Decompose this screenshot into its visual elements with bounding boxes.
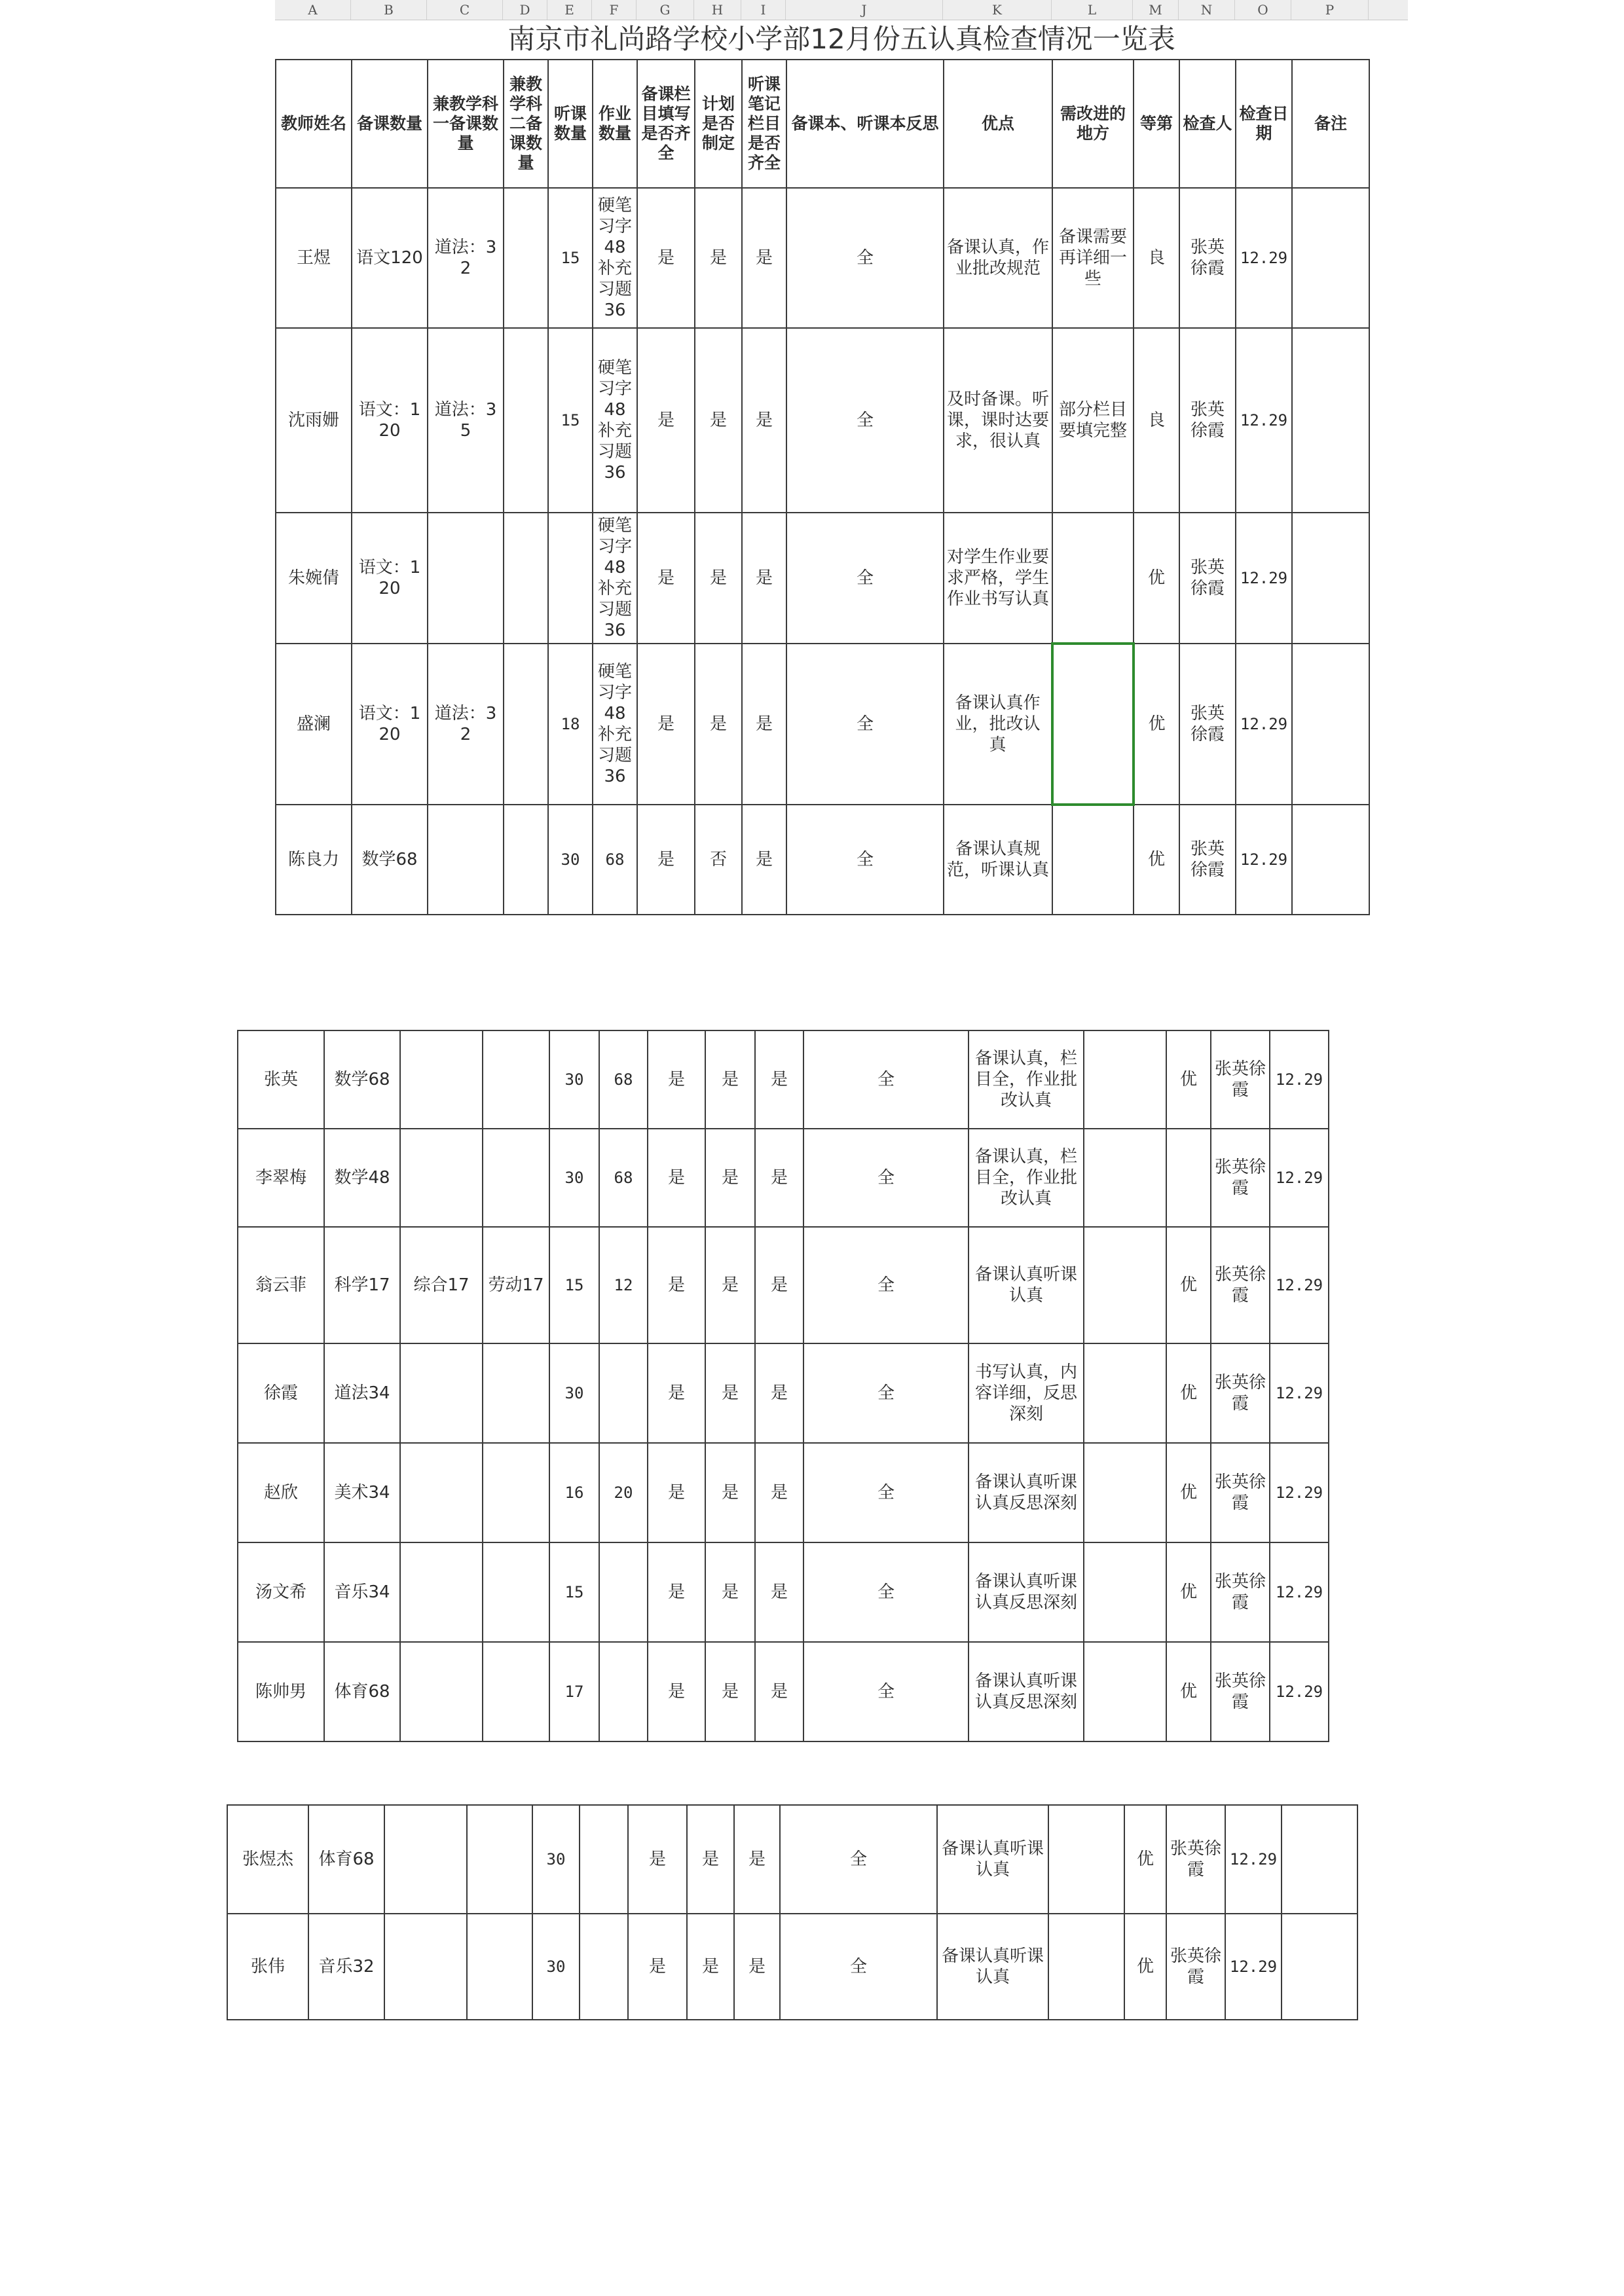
cell-homework-count[interactable]: 12 (599, 1227, 648, 1343)
cell-plan-made[interactable]: 否 (695, 805, 742, 915)
cell-subject2-prep[interactable] (483, 1542, 549, 1642)
cell-inspector[interactable]: 张英徐霞 (1179, 513, 1236, 644)
cell-teacher-name[interactable]: 李翠梅 (238, 1129, 324, 1227)
cell-prep-fields-complete[interactable]: 是 (648, 1129, 705, 1227)
cell-grade[interactable]: 优 (1166, 1542, 1211, 1642)
cell-subject2-prep[interactable] (483, 1443, 549, 1542)
table-row (227, 1805, 1357, 1914)
cell-subject2-prep[interactable] (483, 1129, 549, 1227)
cell-teacher-name[interactable]: 张煜杰 (227, 1805, 308, 1914)
cell-reflection[interactable]: 全 (786, 513, 944, 644)
cell-inspector[interactable]: 张英徐霞 (1211, 1129, 1270, 1227)
header-improvements: 需改进的地方 (1052, 60, 1134, 188)
cell-homework-count[interactable]: 硬笔习字48补充习题36 (593, 513, 637, 644)
column-letter-E[interactable]: E (547, 0, 592, 20)
cell-homework-count[interactable] (580, 1805, 628, 1914)
header-observation-count: 听课数量 (548, 60, 593, 188)
cell-prep-fields-complete[interactable]: 是 (628, 1805, 687, 1914)
header-homework-count: 作业数量 (593, 60, 637, 188)
cell-observation-fields-complete[interactable]: 是 (734, 1805, 780, 1914)
cell-subject2-prep[interactable] (483, 1030, 549, 1129)
cell-subject1-prep[interactable] (400, 1443, 483, 1542)
table-row (238, 1642, 1329, 1741)
table-row (276, 805, 1369, 915)
cell-reflection[interactable]: 全 (803, 1542, 969, 1642)
cell-prep-fields-complete[interactable]: 是 (648, 1443, 705, 1542)
cell-subject2-prep[interactable] (504, 513, 548, 644)
cell-prep-count[interactable]: 科学17 (324, 1227, 400, 1343)
cell-homework-count[interactable]: 68 (593, 805, 637, 915)
cell-subject2-prep[interactable] (504, 644, 548, 805)
cell-teacher-name[interactable]: 朱婉倩 (276, 513, 352, 644)
cell-observation-count[interactable]: 15 (548, 188, 593, 328)
cell-strengths[interactable]: 备课认真听课认真 (937, 1914, 1048, 2020)
inspection-table-page1 (275, 59, 1370, 915)
cell-improvements[interactable] (1048, 1805, 1124, 1914)
cell-subject1-prep[interactable]: 道法：32 (428, 644, 504, 805)
cell-inspector[interactable]: 张英徐霞 (1166, 1914, 1225, 2020)
cell-reflection[interactable]: 全 (803, 1443, 969, 1542)
cell-reflection[interactable]: 全 (803, 1343, 969, 1443)
cell-observation-count[interactable]: 30 (549, 1030, 599, 1129)
cell-teacher-name[interactable]: 王煜 (276, 188, 352, 328)
cell-reflection[interactable]: 全 (780, 1914, 937, 2020)
header-reflection: 备课本、听课本反思 (786, 60, 944, 188)
cell-subject1-prep[interactable] (428, 805, 504, 915)
cell-improvements[interactable] (1084, 1030, 1166, 1129)
cell-teacher-name[interactable]: 徐霞 (238, 1343, 324, 1443)
column-letter-G[interactable]: G (637, 0, 694, 20)
header-teacher-name: 教师姓名 (276, 60, 352, 188)
header-grade: 等第 (1134, 60, 1179, 188)
cell-improvements[interactable] (1084, 1443, 1166, 1542)
cell-subject2-prep[interactable] (504, 188, 548, 328)
column-letter-C[interactable]: C (427, 0, 503, 20)
cell-subject2-prep[interactable] (483, 1343, 549, 1443)
cell-subject1-prep[interactable]: 道法：32 (428, 188, 504, 328)
cell-observation-fields-complete[interactable]: 是 (742, 644, 786, 805)
header-inspection-date: 检查日期 (1236, 60, 1292, 188)
cell-inspection-date[interactable]: 12.29 (1270, 1542, 1329, 1642)
cell-observation-fields-complete[interactable]: 是 (742, 805, 786, 915)
cell-grade[interactable]: 优 (1134, 805, 1179, 915)
cell-prep-fields-complete[interactable]: 是 (637, 644, 695, 805)
cell-improvements[interactable] (1052, 805, 1134, 915)
cell-inspector[interactable]: 张英徐霞 (1211, 1443, 1270, 1542)
cell-inspection-date[interactable]: 12.29 (1270, 1129, 1329, 1227)
cell-prep-count[interactable]: 道法34 (324, 1343, 400, 1443)
cell-subject2-prep[interactable] (504, 328, 548, 513)
cell-subject1-prep[interactable] (384, 1914, 467, 2020)
cell-prep-fields-complete[interactable]: 是 (648, 1030, 705, 1129)
cell-strengths[interactable]: 备课认真规范，听课认真 (944, 805, 1052, 915)
cell-inspector[interactable]: 张英徐霞 (1211, 1343, 1270, 1443)
cell-subject2-prep[interactable] (467, 1805, 532, 1914)
cell-prep-count[interactable]: 数学68 (352, 805, 428, 915)
cell-grade[interactable] (1166, 1129, 1211, 1227)
cell-teacher-name[interactable]: 盛澜 (276, 644, 352, 805)
cell-grade[interactable]: 优 (1134, 513, 1179, 644)
cell-inspector[interactable]: 张英徐霞 (1211, 1642, 1270, 1741)
cell-observation-fields-complete[interactable]: 是 (734, 1914, 780, 2020)
cell-inspector[interactable]: 张英徐霞 (1211, 1030, 1270, 1129)
cell-homework-count[interactable]: 20 (599, 1443, 648, 1542)
cell-observation-fields-complete[interactable]: 是 (755, 1129, 803, 1227)
cell-strengths[interactable]: 备课认真听课认真反思深刻 (969, 1443, 1084, 1542)
cell-strengths[interactable]: 书写认真，内容详细，反思深刻 (969, 1343, 1084, 1443)
cell-subject2-prep[interactable] (467, 1914, 532, 2020)
cell-subject1-prep[interactable] (384, 1805, 467, 1914)
table-row (238, 1030, 1329, 1129)
header-subject2-prep: 兼教学科二备课数量 (504, 60, 548, 188)
cell-teacher-name[interactable]: 张英 (238, 1030, 324, 1129)
column-letter-A[interactable]: A (275, 0, 351, 20)
cell-observation-count[interactable]: 15 (548, 328, 593, 513)
cell-plan-made[interactable]: 是 (687, 1805, 734, 1914)
cell-grade[interactable]: 优 (1166, 1227, 1211, 1343)
header-prep-fields-complete: 备课栏目填写是否齐全 (637, 60, 695, 188)
cell-observation-count[interactable]: 15 (549, 1542, 599, 1642)
column-letter-M[interactable]: M (1133, 0, 1179, 20)
table-row (276, 513, 1369, 644)
cell-homework-count[interactable]: 硬笔习字48补充习题36 (593, 188, 637, 328)
cell-plan-made[interactable]: 是 (705, 1227, 755, 1343)
header-prep-count: 备课数量 (352, 60, 428, 188)
cell-inspection-date[interactable]: 12.29 (1236, 513, 1292, 644)
cell-prep-fields-complete[interactable]: 是 (637, 188, 695, 328)
column-letter-bar (275, 0, 1408, 20)
cell-subject2-prep[interactable] (504, 805, 548, 915)
cell-prep-count[interactable]: 音乐34 (324, 1542, 400, 1642)
cell-grade[interactable]: 良 (1134, 188, 1179, 328)
cell-observation-count[interactable] (548, 513, 593, 644)
cell-prep-count[interactable]: 数学48 (324, 1129, 400, 1227)
cell-plan-made[interactable]: 是 (705, 1030, 755, 1129)
cell-observation-fields-complete[interactable]: 是 (755, 1542, 803, 1642)
cell-strengths[interactable]: 备课认真，作业批改规范 (944, 188, 1052, 328)
cell-inspector[interactable]: 张英徐霞 (1166, 1805, 1225, 1914)
cell-inspector[interactable]: 张英徐霞 (1179, 644, 1236, 805)
cell-remarks[interactable] (1292, 644, 1369, 805)
cell-prep-fields-complete[interactable]: 是 (628, 1914, 687, 2020)
column-letter-L[interactable]: L (1052, 0, 1133, 20)
cell-homework-count[interactable]: 68 (599, 1030, 648, 1129)
cell-observation-fields-complete[interactable]: 是 (755, 1030, 803, 1129)
cell-improvements[interactable] (1084, 1542, 1166, 1642)
cell-plan-made[interactable]: 是 (705, 1642, 755, 1741)
cell-plan-made[interactable]: 是 (695, 513, 742, 644)
cell-subject1-prep[interactable]: 道法：35 (428, 328, 504, 513)
cell-remarks[interactable] (1292, 805, 1369, 915)
cell-inspection-date[interactable]: 12.29 (1236, 328, 1292, 513)
cell-grade[interactable]: 优 (1134, 644, 1179, 805)
cell-strengths[interactable]: 备课认真听课认真反思深刻 (969, 1542, 1084, 1642)
cell-improvements[interactable] (1084, 1227, 1166, 1343)
cell-inspection-date[interactable]: 12.29 (1270, 1343, 1329, 1443)
cell-plan-made[interactable]: 是 (705, 1343, 755, 1443)
cell-inspection-date[interactable]: 12.29 (1270, 1227, 1329, 1343)
cell-remarks[interactable] (1292, 328, 1369, 513)
column-letter-K[interactable]: K (943, 0, 1052, 20)
cell-remarks[interactable] (1292, 513, 1369, 644)
cell-inspector[interactable]: 张英徐霞 (1179, 805, 1236, 915)
cell-reflection[interactable]: 全 (786, 644, 944, 805)
cell-subject2-prep[interactable]: 劳动17 (483, 1227, 549, 1343)
inspection-table-page3 (227, 1804, 1358, 2020)
cell-improvements[interactable] (1084, 1642, 1166, 1741)
cell-strengths[interactable]: 备课认真，栏目全，作业批改认真 (969, 1129, 1084, 1227)
cell-improvements[interactable] (1048, 1914, 1124, 2020)
column-letter-B[interactable]: B (351, 0, 427, 20)
cell-reflection[interactable]: 全 (780, 1805, 937, 1914)
cell-homework-count[interactable]: 硬笔习字48补充习题36 (593, 328, 637, 513)
cell-prep-fields-complete[interactable]: 是 (648, 1227, 705, 1343)
cell-remarks[interactable] (1282, 1805, 1357, 1914)
column-letter-D[interactable]: D (503, 0, 547, 20)
cell-observation-count[interactable]: 30 (532, 1805, 580, 1914)
cell-subject1-prep[interactable] (400, 1129, 483, 1227)
cell-inspection-date[interactable]: 12.29 (1270, 1642, 1329, 1741)
cell-strengths[interactable]: 对学生作业要求严格，学生作业书写认真 (944, 513, 1052, 644)
cell-inspection-date[interactable]: 12.29 (1225, 1805, 1282, 1914)
cell-observation-count[interactable]: 30 (548, 805, 593, 915)
header-observation-fields-complete: 听课笔记栏目是否齐全 (742, 60, 786, 188)
cell-observation-count[interactable]: 17 (549, 1642, 599, 1741)
cell-teacher-name[interactable]: 汤文希 (238, 1542, 324, 1642)
column-letter-H[interactable]: H (694, 0, 741, 20)
header-subject1-prep: 兼教学科一备课数量 (428, 60, 504, 188)
cell-remarks[interactable] (1282, 1914, 1357, 2020)
cell-prep-count[interactable]: 数学68 (324, 1030, 400, 1129)
table-row (238, 1227, 1329, 1343)
cell-inspection-date[interactable]: 12.29 (1270, 1443, 1329, 1542)
cell-observation-count[interactable]: 18 (548, 644, 593, 805)
cell-improvements[interactable]: 备课需要再详细一些 (1052, 188, 1134, 328)
table-row (238, 1129, 1329, 1227)
cell-observation-count[interactable]: 16 (549, 1443, 599, 1542)
cell-plan-made[interactable]: 是 (695, 644, 742, 805)
cell-subject1-prep[interactable] (428, 513, 504, 644)
cell-observation-fields-complete[interactable]: 是 (742, 513, 786, 644)
column-letter-O[interactable]: O (1235, 0, 1291, 20)
cell-prep-count[interactable]: 语文120 (352, 188, 428, 328)
cell-prep-count[interactable]: 美术34 (324, 1443, 400, 1542)
cell-subject1-prep[interactable]: 综合17 (400, 1227, 483, 1343)
table-row (238, 1343, 1329, 1443)
cell-plan-made[interactable]: 是 (687, 1914, 734, 2020)
header-inspector: 检查人 (1179, 60, 1236, 188)
cell-subject2-prep[interactable] (483, 1642, 549, 1741)
cell-plan-made[interactable]: 是 (705, 1443, 755, 1542)
cell-prep-fields-complete[interactable]: 是 (637, 328, 695, 513)
column-letter-N[interactable]: N (1179, 0, 1235, 20)
cell-reflection[interactable]: 全 (786, 188, 944, 328)
cell-observation-count[interactable]: 30 (549, 1129, 599, 1227)
cell-subject1-prep[interactable] (400, 1542, 483, 1642)
cell-inspector[interactable]: 张英徐霞 (1179, 188, 1236, 328)
cell-inspector[interactable]: 张英徐霞 (1211, 1542, 1270, 1642)
cell-prep-fields-complete[interactable]: 是 (648, 1642, 705, 1741)
cell-improvements[interactable] (1084, 1129, 1166, 1227)
cell-homework-count[interactable] (580, 1914, 628, 2020)
cell-homework-count[interactable] (599, 1642, 648, 1741)
cell-observation-fields-complete[interactable]: 是 (755, 1642, 803, 1741)
cell-grade[interactable]: 优 (1166, 1030, 1211, 1129)
cell-prep-count[interactable]: 语文：120 (352, 328, 428, 513)
cell-homework-count[interactable]: 硬笔习字48补充习题36 (593, 644, 637, 805)
inspection-table-page2 (237, 1030, 1329, 1742)
column-letter-J[interactable]: J (786, 0, 943, 20)
cell-observation-fields-complete[interactable]: 是 (742, 188, 786, 328)
cell-inspection-date[interactable]: 12.29 (1236, 188, 1292, 328)
cell-prep-count[interactable]: 体育68 (324, 1642, 400, 1741)
cell-improvements[interactable] (1084, 1343, 1166, 1443)
cell-observation-count[interactable]: 30 (549, 1343, 599, 1443)
cell-observation-fields-complete[interactable]: 是 (755, 1443, 803, 1542)
cell-reflection[interactable]: 全 (803, 1030, 969, 1129)
cell-observation-fields-complete[interactable]: 是 (755, 1227, 803, 1343)
cell-inspection-date[interactable]: 12.29 (1236, 805, 1292, 915)
cell-inspection-date[interactable]: 12.29 (1225, 1914, 1282, 2020)
cell-prep-count[interactable]: 体育68 (308, 1805, 384, 1914)
header-plan-made: 计划是否制定 (695, 60, 742, 188)
cell-prep-count[interactable]: 语文：120 (352, 513, 428, 644)
cell-strengths[interactable]: 备课认真作业，批改认真 (944, 644, 1052, 805)
cell-inspection-date[interactable]: 12.29 (1236, 644, 1292, 805)
cell-reflection[interactable]: 全 (803, 1642, 969, 1741)
sheet-title: 南京市礼尚路学校小学部12月份五认真检查情况一览表 (507, 23, 1175, 55)
cell-prep-fields-complete[interactable]: 是 (648, 1343, 705, 1443)
column-letter-I[interactable]: I (741, 0, 786, 20)
cell-teacher-name[interactable]: 沈雨姗 (276, 328, 352, 513)
cell-plan-made[interactable]: 是 (695, 328, 742, 513)
column-letter-F[interactable]: F (592, 0, 637, 20)
cell-strengths[interactable]: 备课认真听课认真 (937, 1805, 1048, 1914)
cell-strengths[interactable]: 备课认真，栏目全，作业批改认真 (969, 1030, 1084, 1129)
cell-inspector[interactable]: 张英徐霞 (1211, 1227, 1270, 1343)
cell-inspection-date[interactable]: 12.29 (1270, 1030, 1329, 1129)
cell-teacher-name[interactable]: 陈帅男 (238, 1642, 324, 1741)
cell-prep-fields-complete[interactable]: 是 (648, 1542, 705, 1642)
cell-strengths[interactable]: 备课认真听课认真 (969, 1227, 1084, 1343)
cell-prep-fields-complete[interactable]: 是 (637, 805, 695, 915)
header-remarks: 备注 (1292, 60, 1369, 188)
cell-strengths[interactable]: 及时备课。听课，课时达要求，很认真 (944, 328, 1052, 513)
cell-homework-count[interactable] (599, 1542, 648, 1642)
table-row (238, 1542, 1329, 1642)
cell-reflection[interactable]: 全 (803, 1227, 969, 1343)
cell-observation-count[interactable]: 15 (549, 1227, 599, 1343)
header-strengths: 优点 (944, 60, 1052, 188)
cell-reflection[interactable]: 全 (786, 805, 944, 915)
cell-homework-count[interactable] (599, 1343, 648, 1443)
cell-grade[interactable]: 优 (1166, 1443, 1211, 1542)
cell-observation-count[interactable]: 30 (532, 1914, 580, 2020)
table-row (276, 644, 1369, 805)
cell-inspector[interactable]: 张英徐霞 (1179, 328, 1236, 513)
cell-observation-fields-complete[interactable]: 是 (755, 1343, 803, 1443)
cell-prep-fields-complete[interactable]: 是 (637, 513, 695, 644)
header-row (276, 60, 1369, 188)
cell-plan-made[interactable]: 是 (695, 188, 742, 328)
cell-subject1-prep[interactable] (400, 1343, 483, 1443)
cell-subject1-prep[interactable] (400, 1642, 483, 1741)
column-letter-P[interactable]: P (1291, 0, 1369, 20)
cell-prep-count[interactable]: 语文：120 (352, 644, 428, 805)
cell-observation-fields-complete[interactable]: 是 (742, 328, 786, 513)
cell-prep-count[interactable]: 音乐32 (308, 1914, 384, 2020)
cell-improvements[interactable]: 部分栏目要填完整 (1052, 328, 1134, 513)
cell-reflection[interactable]: 全 (803, 1129, 969, 1227)
cell-plan-made[interactable]: 是 (705, 1542, 755, 1642)
cell-reflection[interactable]: 全 (786, 328, 944, 513)
cell-subject1-prep[interactable] (400, 1030, 483, 1129)
cell-grade[interactable]: 优 (1124, 1914, 1166, 2020)
cell-grade[interactable]: 良 (1134, 328, 1179, 513)
cell-grade[interactable]: 优 (1124, 1805, 1166, 1914)
cell-teacher-name[interactable]: 陈良力 (276, 805, 352, 915)
cell-teacher-name[interactable]: 翁云菲 (238, 1227, 324, 1343)
cell-improvements[interactable] (1052, 513, 1134, 644)
table-row (276, 328, 1369, 513)
table-row (238, 1443, 1329, 1542)
cell-improvements[interactable] (1052, 644, 1134, 805)
table-row (276, 188, 1369, 328)
cell-plan-made[interactable]: 是 (705, 1129, 755, 1227)
cell-grade[interactable]: 优 (1166, 1642, 1211, 1741)
cell-homework-count[interactable]: 68 (599, 1129, 648, 1227)
cell-teacher-name[interactable]: 赵欣 (238, 1443, 324, 1542)
cell-remarks[interactable] (1292, 188, 1369, 328)
table-row (227, 1914, 1357, 2020)
cell-strengths[interactable]: 备课认真听课认真反思深刻 (969, 1642, 1084, 1741)
cell-grade[interactable]: 优 (1166, 1343, 1211, 1443)
cell-teacher-name[interactable]: 张伟 (227, 1914, 308, 2020)
